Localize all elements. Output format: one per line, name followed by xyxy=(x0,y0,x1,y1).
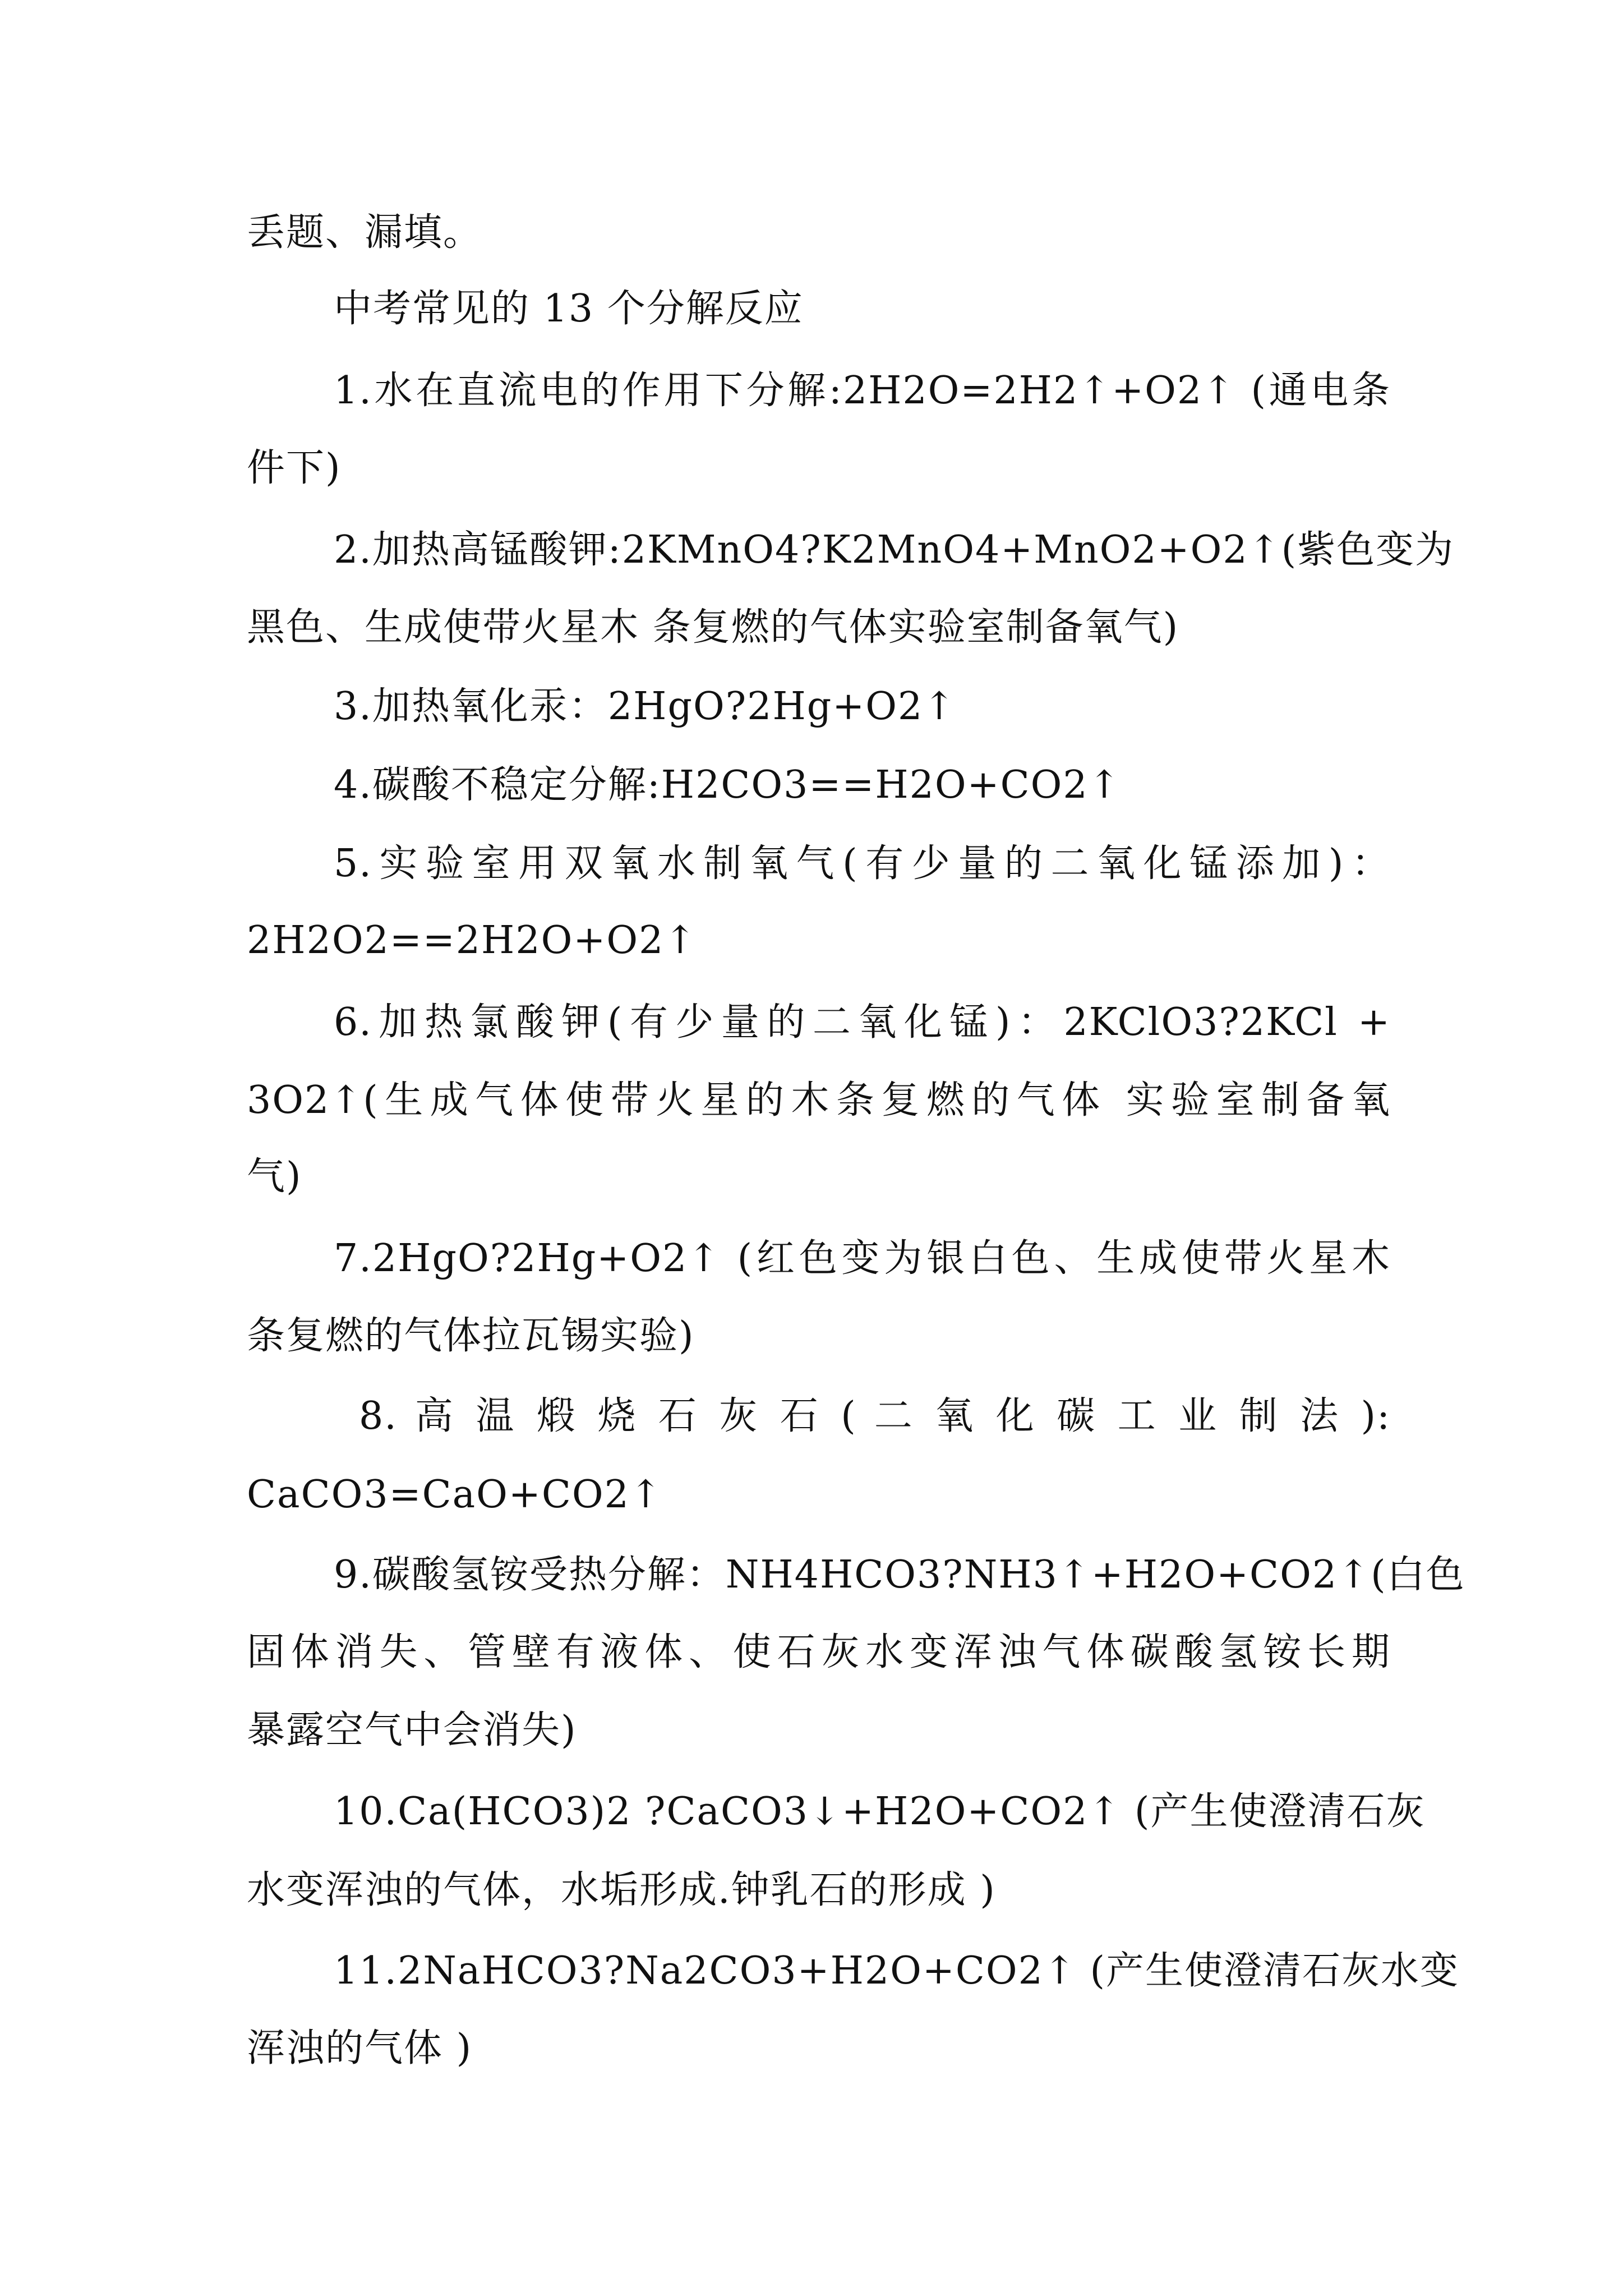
text-line: 丢题、漏填。 xyxy=(247,210,483,255)
section-heading: 中考常见的 13 个分解反应 xyxy=(334,287,804,331)
text-line: 6.加热氯酸钾(有少量的二氧化锰)：2KClO3?2KCl + xyxy=(334,1000,1391,1045)
text-line: 10.Ca(HCO3)2 ?CaCO3↓+H2O+CO2↑ (产生使澄清石灰 xyxy=(334,1789,1426,1834)
text-line: 3.加热氧化汞：2HgO?2Hg+O2↑ xyxy=(334,684,957,729)
text-line: 黑色、生成使带火星木 条复燃的气体实验室制备氧气) xyxy=(247,605,1179,650)
text-line: 8. 高 温 煅 烧 石 灰 石 ( 二 氧 化 碳 工 业 制 法 ): xyxy=(359,1394,1391,1438)
text-line: 5.实验室用双氧水制氧气(有少量的二氧化锰添加)： xyxy=(334,841,1391,886)
text-line: 11.2NaHCO3?Na2CO3+H2O+CO2↑ (产生使澄清石灰水变 xyxy=(334,1949,1460,1993)
text-line: 暴露空气中会消失) xyxy=(247,1708,577,1752)
text-line: 2H2O2==2H2O+O2↑ xyxy=(247,918,698,963)
text-line: CaCO3=CaO+CO2↑ xyxy=(247,1473,663,1517)
text-line: 固体消失、管壁有液体、使石灰水变浑浊气体碳酸氢铵长期 xyxy=(247,1630,1391,1674)
text-line: 3O2↑(生成气体使带火星的木条复燃的气体 实验室制备氧 xyxy=(247,1078,1391,1122)
text-line: 浑浊的气体 ) xyxy=(247,2026,473,2070)
text-line: 件下) xyxy=(247,446,342,490)
text-line: 水变浑浊的气体，水垢形成.钟乳石的形成 ) xyxy=(247,1868,996,1912)
text-line: 9.碳酸氢铵受热分解：NH4HCO3?NH3↑+H2O+CO2↑(白色 xyxy=(334,1553,1465,1597)
text-line: 7.2HgO?2Hg+O2↑ (红色变为银白色、生成使带火星木 xyxy=(334,1236,1391,1281)
text-line: 2.加热高锰酸钾:2KMnO4?K2MnO4+MnO2+O2↑(紫色变为 xyxy=(334,528,1455,572)
text-line: 气) xyxy=(247,1154,302,1199)
text-line: 1.水在直流电的作用下分解:2H2O=2H2↑+O2↑ (通电条 xyxy=(334,369,1391,413)
text-line: 4.碳酸不稳定分解:H2CO3==H2O+CO2↑ xyxy=(334,763,1122,807)
text-line: 条复燃的气体拉瓦锡实验) xyxy=(247,1314,695,1358)
